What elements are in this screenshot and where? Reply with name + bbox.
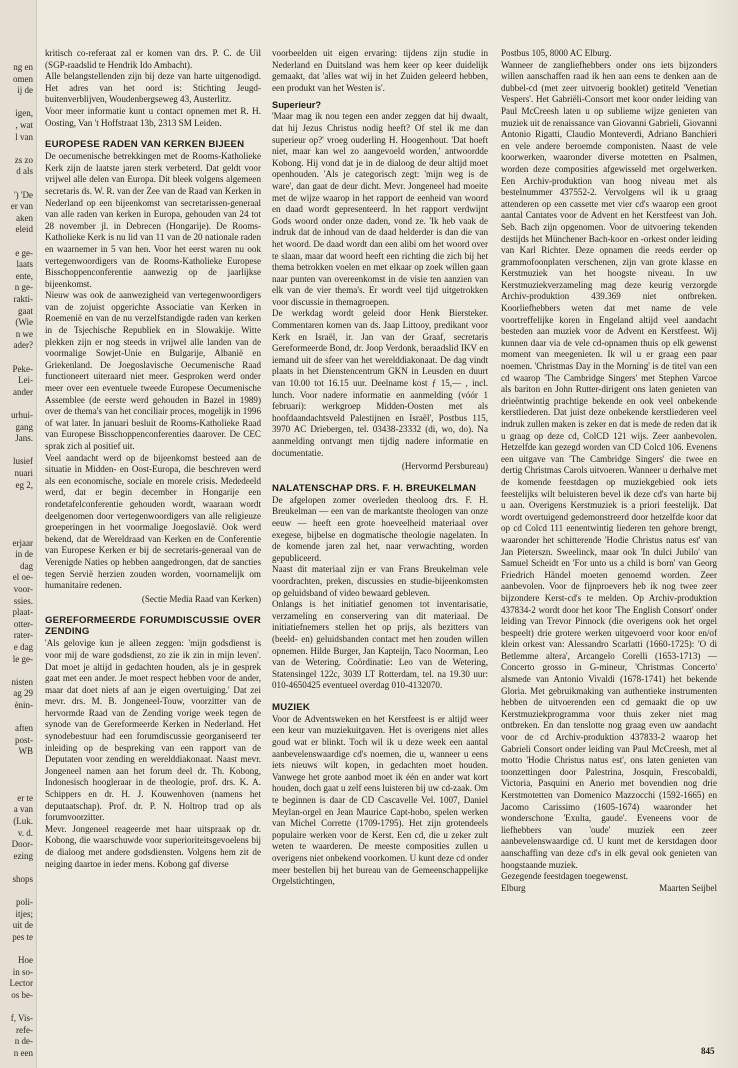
previous-page-fragment: lusief <box>13 456 33 467</box>
previous-page-fragment: Door- <box>11 839 33 850</box>
previous-page-fragment: n ge- <box>14 282 33 293</box>
article-credit: (Hervormd Persbureau) <box>401 461 488 472</box>
paragraph: voorbeelden uit eigen ervaring: tijdens zijn studie in Nederland en Duitsland was hem keer op keer duidelijk gemaakt, dat 'alles wat wij in het Zuiden geleerd hebben, een produkt van het Westen is'. <box>272 48 488 93</box>
previous-page-fragment: erjaar <box>12 537 33 548</box>
previous-page-fragment: igen, <box>15 108 33 119</box>
previous-page-fragment: nuari <box>14 468 33 478</box>
previous-page-fragment: ader? <box>13 340 33 351</box>
paragraph: Mevr. Jongeneel reageerde met haar uitspraak op dr. Kobong, die waarschuwde voor superioriteitsgevoelens bij de dialoog met andere godsdiensten. Volgens hem zit de neiging daartoe in ieder mens. Kobong gaf diverse <box>45 823 261 869</box>
paragraph: Alle belangstellenden zijn bij deze van harte uitgenodigd. Het adres van het oord is: Stichting Jeugd-buitenverblijven, Woudenbergseweg 43, Austerlitz. <box>45 71 261 105</box>
previous-page-fragment: Hoe <box>18 955 33 966</box>
column-1 <box>45 48 261 870</box>
previous-page-fragment: n een <box>13 1048 33 1058</box>
previous-page-fragment: e dag <box>13 642 33 652</box>
previous-page-fragment: poli- <box>16 897 33 908</box>
previous-page-edge <box>0 0 37 1068</box>
paragraph: Voor meer informatie kunt u contact opnemen met R. H. Oosting, Van 't Hoffstraat 13b, 2313 SM Leiden. <box>45 105 261 128</box>
paragraph: De afgelopen zomer overleden theoloog drs. F. H. Breukelman — een van de markantste theologen van onze eeuw — heeft een grote hoeveelheid materiaal over exegese, bijbelse en dogmatische theologie nagelaten. In de komende jaren zal het, naar verwachting, worden gepubliceerd. <box>272 494 488 563</box>
previous-page-fragment: n de- <box>14 1036 33 1047</box>
page-number: 845 <box>701 1046 715 1056</box>
column-3 <box>501 48 717 894</box>
paragraph: De oecumenische betrekkingen met de Rooms-Katholieke Kerk zijn de laatste jaren sterk verbeterd. Dat geldt voor vrijwel alle delen van Europa. Dit bleek volgens algemeen secretaris ds. W. R. van der Zee van de Raad van Kerken in Nederland op een bijeenkomst van secretarissen-generaal van alle raden van kerken in Europa, gehouden van 24 tot 28 november jl. in Debrecen (Hongarije). De Rooms-Katholieke Kerk is nu lid van 11 van de 20 nationale raden en waarnemer in 5 van hen. Voor het eerst waren nu ook vertegenwoordigers van de Rooms-Katholieke Europese Bisschoppenconferentie aanwezig op de jaarlijkse bijeenkomst. <box>45 151 261 289</box>
previous-page-fragment: Lei- <box>18 375 33 386</box>
previous-page-fragment: e ge- <box>15 247 33 258</box>
previous-page-fragment: urhui- <box>11 410 33 420</box>
previous-page-fragment: ij de <box>17 85 33 96</box>
section-heading: EUROPESE RADEN VAN KERKEN BIJEEN <box>45 139 245 151</box>
previous-page-fragment: pes te <box>12 932 33 942</box>
previous-page-fragment: er van <box>10 201 33 212</box>
previous-page-fragment: zs zo <box>14 154 33 165</box>
previous-page-fragment: gang <box>15 421 33 432</box>
previous-page-fragment: shops <box>12 874 33 884</box>
previous-page-fragment: , wat <box>15 120 33 130</box>
previous-page-fragment: le ge- <box>12 653 33 664</box>
signoff-place: Elburg <box>501 882 526 893</box>
previous-page-fragment: omen <box>13 73 33 84</box>
previous-page-fragment: post- <box>15 734 33 745</box>
previous-page-fragment: aften <box>15 723 33 734</box>
previous-page-fragment: voor- <box>13 584 33 594</box>
previous-page-fragment: ander <box>13 386 33 397</box>
previous-page-fragment: ente, <box>15 270 33 281</box>
section-heading: NALATENSCHAP DRS. F. H. BREUKELMAN <box>272 482 477 494</box>
previous-page-fragment: plaat- <box>12 607 33 618</box>
previous-page-fragment: d als <box>16 166 33 177</box>
paragraph: De werkdag wordt geleid door Henk Biersteker. Commentaren komen van ds. Jaap Littooy, predikant voor Kerk en Israël, ir. Jan van der Graaf, secretaris Gereformeerde Bond, dr. Joop Verdonk, beraadslid IKV en iemand uit de sfeer van het werelddiakonaat. De dag vindt plaats in het Dienstencentrum GKN in Leusden en duurt van 10.00 tot 16.15 uur. Deelname kost ƒ 15,— , incl. lunch. Voor nadere informatie en aanmelding (vóór 1 februari): werkgroep Midden-Oosten met als hoofdaandachtsveld Palestijnen en Israël', Postbus 115, 3970 AC Driebergen, tel. 03438-23332 (di, wo, do). Na aanmelding ontvangt men tijdig nadere informatie en documentatie. <box>272 308 488 458</box>
previous-page-fragment: in de <box>15 549 33 560</box>
subheading: Superieur? <box>272 100 322 111</box>
previous-page-fragment: WB <box>18 746 33 757</box>
previous-page-fragment: in so- <box>12 966 33 977</box>
section-heading: MUZIEK <box>272 701 310 713</box>
previous-page-fragment: Jans. <box>15 433 33 444</box>
paragraph: Veel aandacht werd op de bijeenkomst besteed aan de situatie in Midden- en Oost-Europa, die beschreven werd als een economische, sociale en morele crisis. Mededeeld werd, dat er begin december in Hongarije een rondetafelconferentie gehouden wordt, waaraan wordt deelgenomen door vertegenwoordigers van alle religieuze groeperingen in het voormalige Joegoslavië. Ook werd bekend, dat de Wereldraad van Kerken en de Conferentie van Europese Kerken er bij de secretaris-generaal van de Verenigde Naties op hebben aangedrongen, dat de sancties tegen Servië herzien zouden worden, voornamelijk om humanitaire redenen. <box>45 452 261 591</box>
previous-page-fragment: otter- <box>13 618 33 629</box>
paragraph: Postbus 105, 8000 AC Elburg. <box>501 48 612 58</box>
previous-page-fragment: n we <box>15 328 33 339</box>
previous-page-fragment: laats <box>16 259 33 270</box>
previous-page-fragment: el oe- <box>12 572 33 583</box>
previous-page-fragment: eleid <box>15 224 33 235</box>
paragraph: Onlangs is het initiatief genomen tot inventarisatie, verzameling en conservering van dit materiaal. De initiatiefnemers stellen het op prijs, als bezitters van (beeld- en) geluidsbanden contact met hen zouden willen opnemen. Hilde Burger, Jan Kapteijn, Taco Noorman, Leo van de Wetering. Coördinatie: Leo van de Wetering, Statensingel 122c, 3039 LT Rotterdam, tel. na 19.30 uur: 010-4650425 eventueel overdag 010-4132070. <box>272 599 488 691</box>
previous-page-fragment: (Wie <box>15 317 33 328</box>
paragraph: 'Als gelovige kun je alleen zeggen: 'mijn godsdienst is voor mij de ware godsdienst, zo zie ik zin in mijn leven'. Dat moet je altijd in gedachten houden, als je in gesprek gaat met een ander. Je moet respect hebben voor de ander, maar dat doet niets af aan je eigen overtuiging.' Dat zei mevr. drs. M. B. Jongeneel-Touw, voorzitter van de hervormde Raad van de Zending vorige week tegen de synode van de Gereformeerde Kerken in Nederland. Het synodebestuur had een forumdiscussie georganiseerd ter inleiding op de bespreking van een rapport van de Deputaten voor zending en werelddiakonaat. Naast mevr. Jongeneel namen aan het forum deel dr. Th. Kobong, Indonesisch hoogleraar in de theologie, prof. drs. K. A. Schippers en dr. H. J. Kouwenhoven (namens het deputaatschap). Prof. dr. P. N. Holtrop trad op als forumvoorzitter. <box>45 638 261 823</box>
previous-page-fragment: ') 'De <box>14 189 33 200</box>
previous-page-fragment: v. d. <box>17 827 33 838</box>
previous-page-fragment: dag <box>20 560 33 571</box>
paragraph: 'Maar mag ik nou tegen een ander zeggen dat hij dwaalt, dat hij Jezus Christus nodig heeft? Of stel ik me dan superieur op?' vroeg ouderling H. Hoogenhout. 'Dat hoeft niet, maar kan wel zo aangevoeld worden,' antwoordde Kobong. Hij vond dat je in de dialoog de deur altijd moet openhouden. 'Als je categorisch zegt: 'mijn weg is de ware', dan gaat de deur dicht. Mevr. Jongeneel had moeite met de wijze waarop in het rapport de eenheid van woord en daad wordt gepresenteerd. In het rapport verdwijnt Gods woord onder onze daden, vond ze. 'Ik heb vaak de indruk dat de inhoud van de daad helderder is dan die van het woord. De daad wordt dan een alibi om het woord over te slaan, maar dat woord heeft een richting die zich bij het thema betrokken voelen en met elkaar op zoek willen gaan naar punten van overeenkomst in de visie ten aanzien van elk van de vier thema's. Er wordt veel tijd uitgetrokken voor discussie in themagroepen. <box>272 111 488 307</box>
paragraph: Wanneer de zangliefhebbers onder ons iets bijzonders willen aanschaffen raad ik hen aan eens te denken aan de dubbel-cd (met zeer uitvoerig booklet) getiteld 'Venetian Vespers'. Het Gabriëli-Consort met koor onder leiding van Paul McCreesh laten u op sublieme wijze genieten van muziek uit de renaissance van Giovanni Gabrieli, Giovanni Antonio Rigatti, Claudio Monteverdi, Adriano Banchieri en vele andere beroemde componisten. Naast de vele koorwerken, waaronder diverse motetten en Psalmen, worden deze composities afgewisseld met orgelwerken. Een Archiv-produktion van hoog niveau met als bestelnummer 437552-2. Vervolgens wil ik u graag attenderen op een cassette met vier cd's waarop een groot aantal Cantates voor de Advent en het Kerstfeest van Joh. Seb. Bach zijn opgenomen. Voor de uitvoering tekenden destijds het Münchener Bach-koor en -orkest onder leiding van Karl Richter. Deze opnamen die reeds eerder op grammofoonplaten verschenen, zijn van grote klasse en Kerstmuziek van het hoogste niveau. In uw Kerstmuziekverzameling mag deze keurig verzorgde Archiv-produktion 439.369 niet ontbreken. Koorliefhebbers weten dat met name de vele voortreffelijke koren in Engeland altijd veel aandacht besteden aan muziek voor de Advent en Kerstfeest. Wij kunnen daar via de vele cd-opnamen thuis op elk gewenst moment van meegenieten. Ik wil u er graag een paar noemen. 'Christmas Day in the Morning' is de titel van een cd waarop 'The Cambridge Singers' met Stephen Varcoe als bariton en John Rutter-dirigent ons laten genieten van drieëntwintig prachtige bekende en ook veel onbekende kerstliederen. Dat juist deze onbekende kerstliederen veel indruk zullen maken is zeker en dat is mede de reden dat ik u graag op deze cd, ColCD 121 wijs. Zeer aanbevolen. Hetzelfde kan gezegd worden van CD Colcd 106. Evenens een uitgave van 'The Cambridge Singers' die twee en dertig Christmas Carols uitvoeren. Wanneer u derhalve met de komende feestdagen op muziekgebied ook iets feestelijks wilt beluisteren bevel ik deze cd's van harte bij u aan. Overigens Kerstmuziek is a priori feestelijk. Dat wordt overtuigend gedemonstreerd door hetzelfde koor dat op cd Colcd 111 eenentwintig liederen ten gehore brengt, waaronder het schitterende 'Hodie Christus natus est' van Jan Pieterszn. Sweelinck, maar ook 'In dulci Jubilo' van Samuel Scheidt en 'For unto us a child is born' van Georg Friedrich Händel moeten genoemd worden. Zeer aanbevolen. Voor de fijnproevers heb ik nog twee zeer bijzondere Kerst-cd's te melden. Op Archiv-produktion 437834-2 wordt door het koor 'The English Consort' onder leiding van Trevor Pinnock (die overigens ook het orgel bespeelt) drie grotere werken uitgevoerd voor koor en/of klein orkest van: Alessandro Scarlatti (1660-1725): 'O di Betlemme altera', Arcangelo Corelli (1653-1713) — Concerto grosso in G-mineur, 'Christmas Concerto' alsmede van Antonio Vivaldi (1678-1741) het bekende Gloria. Met gebruikmaking van authentieke instrumenten hebben de uitvoerenden een cd gemaakt die op uw Kerstmuziekprogramma voor thuis zeker niet mag ontbreken. En dan tenslotte nog graag even uw aandacht voor de cd Archiv-produktion 437833-2 waarop het Gabrieli Consort onder leiding van Paul McCreesh, met al motto 'Hodie Christus natus est', ons laten genieten van toonzettingen door Palestrina, Josquin, Frescobaldi, Victoria, Pasquini en Anerio met bovendien nog drie Kerstmotetten van Domenico Mazzocchi (1592-1665) en Jacomo Carissimo (1605-1674) waaronder het wonderschone 'Exulta, gaude'. Eveneens voor de liefhebbers van 'oude' muziek een zeer aanbevelenswaardige cd. U kunt met de kerstdagen door aanschaffing van deze cd's in elk geval ook genieten van hoogstaande muziek. <box>501 59 717 870</box>
previous-page-fragment: l van <box>15 131 33 142</box>
previous-page-fragment: gaat <box>18 305 33 316</box>
column-2 <box>272 48 488 888</box>
paragraph: Voor de Adventsweken en het Kerstfeest is er altijd weer een keur van muziekuitgaven. Het is overigens niet alles goud wat er blinkt. Toch wil ik u deze week een aantal aanbevelenswaardige cd's noemen, die u, wanneer u eens iets nieuws wilt kopen, in gedachten moet houden. Vanwege het grote aanbod moet ik één en ander wat kort houden, doch gaat u zelf eens luisteren bij uw cd-zaak. Om te beginnen is daar de CD Cascavelle Vel. 1007, Daniel Meylan-orgel en Jean Maurice Capt-hobo, spelen werken van Michel Corrette (1709-1795). Het zijn grotendeels populaire werken voor de Kerst. Een cd, die u zeker zult weten te waarderen. De meeste composities zullen u overigens niet onbekend voorkomen. U kunt deze cd onder meer bestellen bij het bureau van de Gemeenschappelijke Orgelstichtingen, <box>272 713 488 887</box>
paragraph: Nieuw was ook de aanwezigheid van vertegenwoordigers van de zojuist opgerichte Associatie van Kerken in Roemenië en van de nu verzelfstandigde raden van kerken in de Tsjechische Republiek en in Slowakije. Witte plekken zijn er nog steeds in vrijwel alle landen van de voormalige Sowjet-Unie en Bulgarije, Albanië en Griekenland. De Joegoslavische Oecumenische Raad functioneert uiteraard niet meer. Gesproken werd onder meer over een eventuele tweede Europese Oecumenische Assemblee (de eerste werd gehouden in Bazel in 1989) over de thema's van het conciliair proces, mogelijk in 1996 of wat later. In januari besluit de Rooms-Katholieke Raad van Europese Bisschoppenconferenties daarover. De CEC sprak zich al positief uit. <box>45 290 261 451</box>
previous-page-fragment: refe- <box>16 1024 33 1035</box>
previous-page-fragment: rater- <box>13 630 33 641</box>
paragraph: Gezegende feestdagen toegewenst. <box>501 871 628 882</box>
previous-page-fragment: eg 2, <box>15 479 33 490</box>
paragraph: kritisch co-referaat zal er komen van drs. P. C. de Uil (SGP-raadslid te Hendrik Ido Ambacht). <box>45 48 261 70</box>
previous-page-fragment: ng en <box>13 62 33 72</box>
previous-page-fragment: f, Vis- <box>10 1013 33 1024</box>
signoff <box>501 883 717 895</box>
previous-page-fragment: Peke- <box>12 363 33 374</box>
section-heading: GEREFORMEERDE FORUMDISCUSSIE OVER ZENDING <box>45 615 261 638</box>
previous-page-fragment: (Luk. <box>13 816 33 826</box>
previous-page-fragment: itjes; <box>15 908 33 919</box>
previous-page-fragment: ssies. <box>13 595 33 606</box>
previous-page-fragment: ènin- <box>14 700 33 710</box>
previous-page-fragment: rakti- <box>13 294 33 304</box>
previous-page-fragment: uit de <box>12 920 33 931</box>
article-credit: (Sectie Media Raad van Kerken) <box>141 593 261 604</box>
previous-page-fragment: nisten <box>11 676 33 687</box>
previous-page-fragment: ezing <box>13 850 33 861</box>
previous-page-fragment: a van <box>13 804 33 815</box>
previous-page-fragment: ag 29 <box>13 688 33 699</box>
paragraph: Naast dit materiaal zijn er van Frans Breukelman vele voordrachten, preken, discussies en studie-bijeenkomsten op geluidsband of video bewaard gebleven. <box>272 564 488 598</box>
previous-page-fragment: os be- <box>11 990 33 1000</box>
previous-page-fragment: er te <box>17 792 33 803</box>
previous-page-fragment: aken <box>16 212 33 223</box>
author-name: Maarten Seijbel <box>659 882 717 893</box>
previous-page-fragment: Lector <box>9 978 33 989</box>
